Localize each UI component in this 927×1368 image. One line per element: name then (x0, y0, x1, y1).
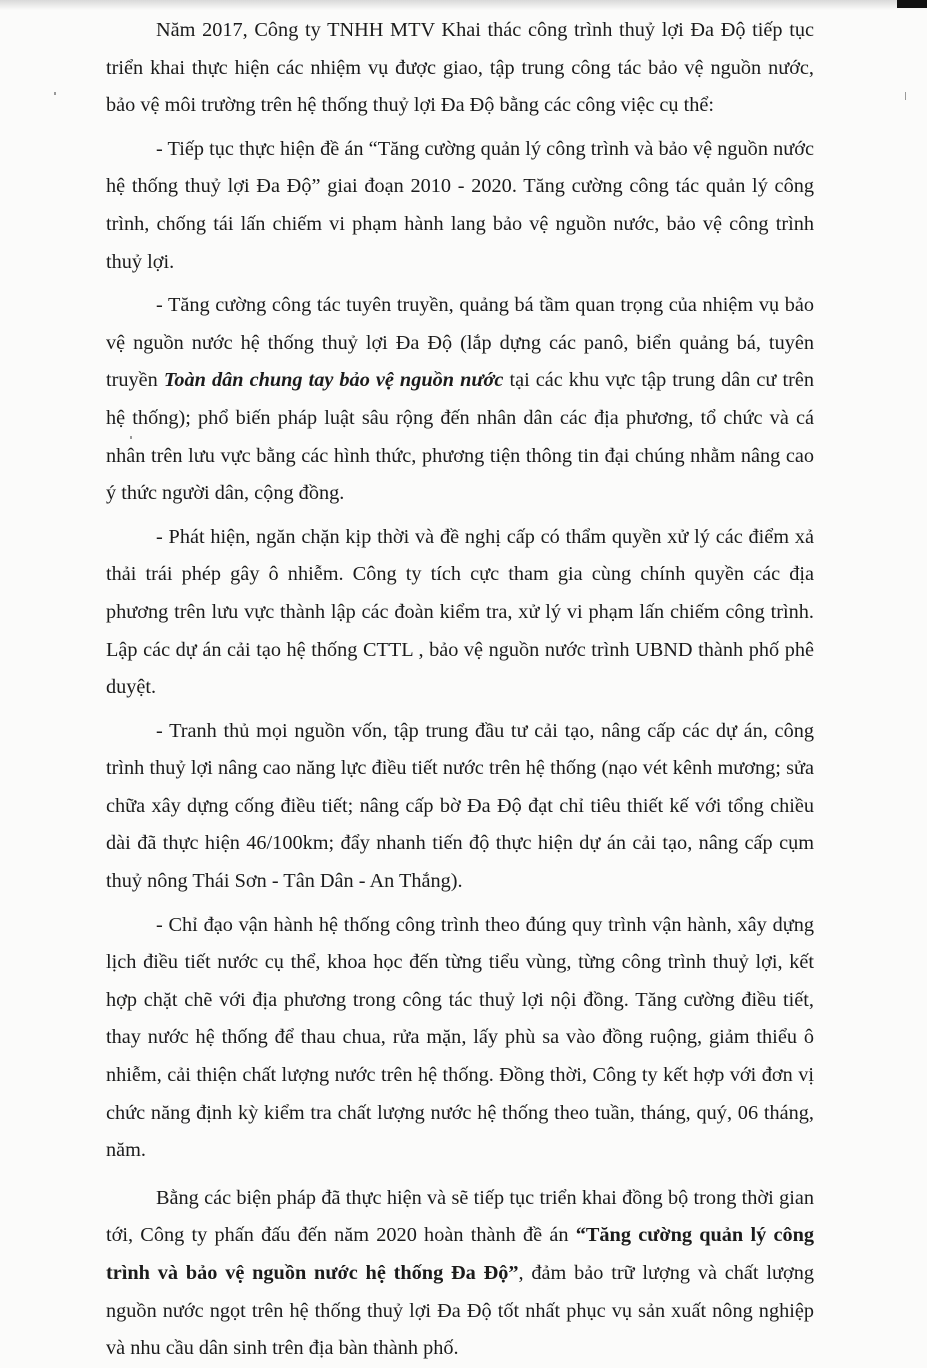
paragraph-intro: Năm 2017, Công ty TNHH MTV Khai thác công trình thuỷ lợi Đa Độ tiếp tục triển khai thực hiện các nhiệm vụ được giao, tập trung công tác bảo vệ nguồn nước, bảo vệ môi trường trên hệ thống thuỷ lợi Đa Độ bằng các công việc cụ thể: (106, 19, 814, 117)
paragraph-text: tại các khu vực tập trung dân cư trên hệ thống); phổ biến pháp luật sâu rộng đến nhân dân các địa phương, tổ chức và cá nhân trên lưu vực bằng các hình thức, phương tiện thông tin đại chúng nhằm nâng cao ý thức người dân, cộng đồng. (106, 369, 814, 505)
document-page (106, 12, 814, 1368)
paragraph-enforcement: - Phát hiện, ngăn chặn kịp thời và đề nghị cấp có thẩm quyền xử lý các điểm xả thải trái phép gây ô nhiễm. Công ty tích cực tham gia cùng chính quyền các địa phương trên lưu vực thành lập các đoàn kiểm tra, xử lý vi phạm lấn chiếm công trình. Lập các dự án cải tạo hệ thống CTTL , bảo vệ nguồn nước trình UBND thành phố phê duyệt. (106, 525, 814, 699)
paragraph-text: , đảm bảo trữ lượng và chất lượng nguồn nước ngọt trên hệ thống thuỷ lợi Đa Độ tốt nhất phục vụ sản xuất nông nghiệp và nhu cầu dân sinh trên địa bàn thành phố. (106, 1262, 814, 1360)
scan-top-shadow (0, 0, 927, 10)
paragraph-operation: - Chỉ đạo vận hành hệ thống công trình theo đúng quy trình vận hành, xây dựng lịch điều tiết nước cụ thể, khoa học đến từng tiểu vùng, từng công trình thuỷ lợi, kết hợp chặt chẽ với địa phương trong công tác thuỷ lợi nội đồng. Tăng cường điều tiết, thay nước hệ thống để thau chua, rửa mặn, lấy phù sa vào đồng ruộng, giảm thiểu ô nhiễm, cải thiện chất lượng nước trên hệ thống. Đồng thời, Công ty kết hợp với đơn vị chức năng định kỳ kiểm tra chất lượng nước hệ thống theo tuần, tháng, quý, 06 tháng, năm. (106, 913, 814, 1162)
paragraph-conclusion (106, 1180, 814, 1368)
page-number-cropped (454, 1193, 468, 1203)
paragraph-propaganda (106, 287, 814, 513)
scan-corner-mark (897, 0, 927, 8)
scan-speck (905, 92, 906, 100)
paragraph-text: Bằng các biện pháp đã thực hiện và sẽ tiếp tục triển khai đồng bộ trong thời gian tới, Công ty phấn đấu đến năm 2020 hoàn thành đề án (106, 1186, 814, 1247)
paragraph-text: - Tăng cường công tác tuyên truyền, quảng bá tầm quan trọng của nhiệm vụ bảo vệ nguồn nước hệ thống thuỷ lợi Đa Độ (lắp dựng các panô, biển quảng bá, tuyên truyền (106, 294, 814, 392)
paragraph-investment: - Tranh thủ mọi nguồn vốn, tập trung đầu tư cải tạo, nâng cấp các dự án, công trình thuỷ lợi nâng cao năng lực điều tiết nước trên hệ thống (nạo vét kênh mương; sửa chữa xây dựng cống điều tiết; nâng cấp bờ Đa Độ đạt chỉ tiêu thiết kế với tổng chiều dài đã thực hiện 46/100km; đẩy nhanh tiến độ thực hiện dự án cải tạo, nâng cấp cụm thuỷ nông Thái Sơn - Tân Dân - An Thắng). (106, 719, 814, 893)
paragraph-management: - Tiếp tục thực hiện đề án “Tăng cường quản lý công trình và bảo vệ nguồn nước hệ thống thuỷ lợi Đa Độ” giai đoạn 2010 - 2020. Tăng cường công tác quản lý công trình, chống tái lấn chiếm vi phạm hành lang bảo vệ nguồn nước, bảo vệ công trình thuỷ lợi. (106, 137, 814, 273)
slogan-emphasis: Toàn dân chung tay bảo vệ nguồn nước (163, 369, 504, 392)
scan-speck (54, 92, 56, 95)
project-title-emphasis: “Tăng cường quản lý công trình và bảo vệ nguồn nước hệ thống Đa Độ” (106, 1224, 815, 1284)
